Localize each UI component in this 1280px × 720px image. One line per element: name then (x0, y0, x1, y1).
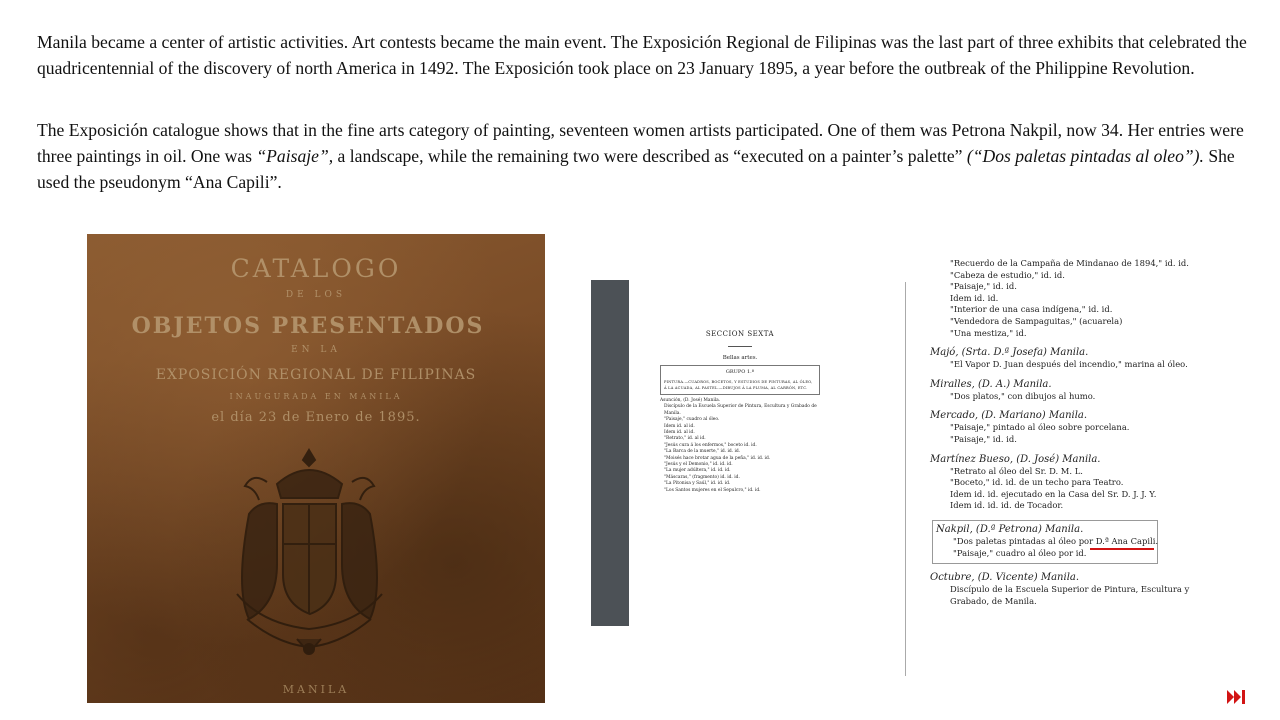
nakpil-highlight-box (932, 520, 1158, 564)
para-text-e: She used the pseudonym “Ana Capili”. (37, 146, 1235, 192)
list-item: "Retrato al óleo del Sr. D. M. L. (950, 465, 1083, 476)
list-item: Idem id. al id. (664, 423, 695, 429)
divider-bar (591, 280, 629, 626)
artist-heading-majo: Majó, (Srta. D.ª Josefa) Manila. (930, 347, 1089, 359)
cover-date: el día 23 de Enero de 1895. (211, 410, 421, 425)
coat-of-arms-icon (227, 444, 392, 659)
list-item: Grabado, de Manila. (950, 595, 1037, 606)
artist-heading-octubre: Octubre, (D. Vicente) Manila. (930, 572, 1080, 584)
catalogue-cover-image (87, 234, 545, 703)
list-item: "La mujer adúltera," id. id. id. (664, 468, 731, 474)
small-page-entries (660, 398, 820, 494)
page-margin-line (905, 282, 906, 676)
fast-forward-icon[interactable] (1227, 690, 1249, 704)
para-text-a: The Exposición catalogue shows that in the fine arts category of painting, seventeen women artists participated. One of them was Petrona Nakpil, now 34. Her entries were three paintings in oil. One was (37, 120, 1244, 166)
list-item: Discípulo de la Escuela Superior de Pintura, Escultura y Grabado de Manila. (664, 404, 817, 416)
list-item: "Cabeza de estudio," id. id. (950, 269, 1065, 280)
cover-title: CATALOGO (230, 254, 402, 283)
cover-objetos: OBJETOS PRESENTADOS (131, 313, 485, 339)
small-page-group-box (660, 365, 820, 395)
list-item: "Los Santos mujeres en el Sepulcro," id. id. (664, 487, 761, 493)
list-item: "Paisaje," id. id. (950, 433, 1017, 444)
list-item: Idem id. id. id. de Tocador. (950, 500, 1064, 511)
catalogue-page-small (660, 330, 820, 550)
list-item: Idem id. id. (950, 292, 999, 303)
list-item: "Dos paletas pintadas al óleo por D.ª Ana Capili. (953, 535, 1159, 546)
list-item: Asunción, (D. José) Manila. (660, 398, 721, 403)
artist-heading-miralles: Miralles, (D. A.) Manila. (930, 378, 1052, 390)
artist-heading-martinez: Martínez Bueso, (D. José) Manila. (930, 453, 1101, 465)
small-page-grupo: GRUPO 1.º (725, 369, 755, 375)
list-item: Idem id. id. ejecutado en la Casa del Sr. D. J. J. Y. (950, 488, 1157, 499)
para-dos-paletas: (“Dos paletas pintadas al oleo”). (966, 146, 1204, 166)
list-item: "Boceto," id. id. de un techo para Teatro. (950, 477, 1124, 488)
list-item: Idem id. al id. (664, 430, 695, 436)
list-item: "Retrato," id. al id. (664, 436, 706, 442)
cover-de-los: DE LOS (285, 290, 347, 300)
list-item: "El Vapor D. Juan después del incendio," marina al óleo. (950, 359, 1188, 370)
small-page-box-text: PINTURA.—CUADROS, BOCETOS, Y ESTUDIOS DE PINTURAS, AL ÓLEO, Á LA ACUADA, AL PASTEL.—DIBUJOS Á LA PLUMA, AL CARBÓN, ETC. (664, 380, 813, 390)
intro-paragraph: Manila became a center of artistic activities. Art contests became the main event. The Exposición Regional de Filipinas was the last part of three exhibits that celebrated the quadricentennial of the discovery of north America in 1492. The Exposición took place on 23 January 1895, a year before the outbreak of the Philippine Revolution. (37, 32, 1247, 78)
small-page-section: SECCION SEXTA (705, 330, 775, 338)
cover-manila: MANILA (282, 683, 350, 696)
list-item: "La Barca de la muerte," id. id. id. (664, 449, 741, 455)
ana-capili-underline (1090, 548, 1154, 550)
list-item: "Paisaje," id. id. (950, 281, 1017, 292)
list-item: "Una mestiza," id. (950, 327, 1027, 338)
list-item: "Dos platos," con dibujos al humo. (950, 390, 1096, 401)
list-item: "Moisés hace brotar agua de la peña," id. id. id. (664, 455, 771, 461)
artist-heading-nakpil: Nakpil, (D.ª Petrona) Manila. (936, 523, 1084, 535)
para-paisaje: “Paisaje”, (256, 146, 334, 166)
list-item: "La Pitonisa y Saúl," id. id. id. (664, 481, 731, 487)
list-item: "Máscaras," (fragmento) id. id. id. (664, 474, 740, 480)
list-item: Discípulo de la Escuela Superior de Pintura, Escultura y (950, 584, 1190, 595)
catalogue-paragraph (37, 117, 1247, 195)
list-item: "Paisaje," cuadro al óleo por id. (953, 547, 1087, 558)
list-item: "Recuerdo de la Campaña de Mindanao de 1894," id. id. (950, 258, 1189, 268)
cover-inaugurada: INAUGURADA EN MANILA (229, 392, 403, 401)
list-item: "Jesús cura á los enfermos," boceto id. id. (664, 442, 757, 448)
artist-heading-mercado: Mercado, (D. Mariano) Manila. (930, 410, 1088, 422)
list-item: "Jesús y el Demonio," id. id. id. (664, 462, 733, 468)
catalogue-page-large (930, 258, 1220, 688)
list-item: "Paisaje," pintado al óleo sobre porcelana. (950, 422, 1130, 433)
list-item: "Paisaje," cuadro al óleo. (664, 417, 720, 423)
small-page-bellas: Bellas artes. (722, 355, 758, 361)
list-item: "Vendedora de Sampaguitas," (acuarela) (950, 315, 1123, 326)
small-page-rule (728, 346, 752, 347)
cover-en-la: EN LA (291, 345, 341, 355)
para-text-c: a landscape, while the remaining two were described as “executed on a painter’s palette” (333, 146, 967, 166)
cover-exposicion: EXPOSICIÓN REGIONAL DE FILIPINAS (155, 367, 477, 383)
list-item: "Interior de una casa indígena," id. id. (950, 304, 1113, 315)
